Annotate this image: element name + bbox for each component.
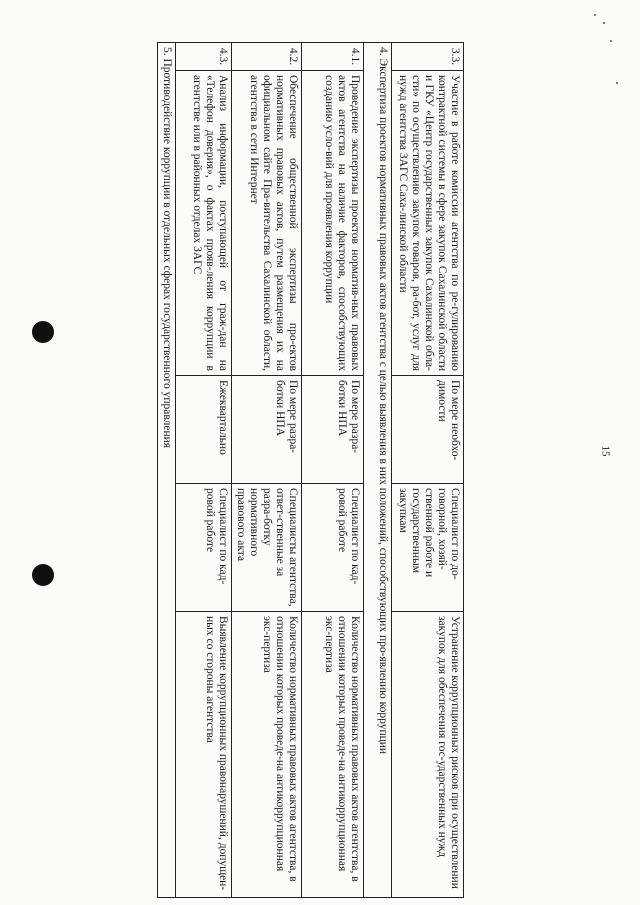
scan-speck: [594, 14, 596, 16]
action-cell: Проведение экспертизы проектов норматив-ных правовых актов агентства на наличие факторов, способствующих созданию усло-вий для проявления коррупции: [302, 71, 364, 376]
term-cell: По мере необхо-димости: [392, 376, 464, 484]
table-row: [392, 43, 464, 898]
hole-punch-mark: [32, 564, 54, 586]
section-4-title: 4. Экспертиза проектов нормативных правовых актов агентства с целью выявления в них положений, способствующих про-явлению коррупции: [364, 43, 392, 898]
rotated-table-container: [161, 42, 464, 897]
responsible-cell: Специалист по кад-ровой работе: [302, 484, 364, 612]
section-header-row: [364, 43, 392, 898]
term-cell: Ежеквартально: [176, 376, 232, 484]
page-number: 15: [599, 445, 612, 457]
result-cell: Количество нормативных правовых актов агентства, в отношении которых проведе-на антикоррупционная экс-пертиза: [302, 612, 364, 898]
result-cell: Устранение коррупционных рисков при осуществлении закупок для обеспечения гос-ударственных нужд: [392, 612, 464, 898]
result-cell: Выявление коррупционных правонарушений, допущен-ных со стороны агентства: [176, 612, 232, 898]
scan-speck: [603, 22, 605, 24]
responsible-cell: Специалист по кад-ровой работе: [176, 484, 232, 612]
action-cell: Обеспечение общественной экспертизы про-ектов нормативных правовых актов, путем размещения их на официальном сайте Пра-вительства Сахалинской области, агентства в сети Интернет: [232, 71, 302, 376]
action-cell: Участие в работе комиссии агентства по ре-гулированию контрактной системы в сфере закупок Сахалинской области и ГКУ «Центр государственных закупок Сахалинской обла-сти» по осуществлению закупок товаров, ра-бот, услуг для нужд агентства ЗАГС Саха-линской области: [392, 71, 464, 376]
anticorruption-plan-table: [157, 42, 464, 898]
result-cell: Количество нормативных правовых актов агентства, в отношении которых проведе-на антикоррупционная экс-пертиза: [232, 612, 302, 898]
term-cell: По мере разра-ботки НПА: [302, 376, 364, 484]
responsible-cell: Специалист по до-говорной, хозяй-ственной работе и государственным закупкам: [392, 484, 464, 612]
action-cell: Анализ информации, поступающей от граж-дан на «Телефон доверия», о фактах прояв-ления коррупции в агентстве или в районных отделах ЗАГС: [176, 71, 232, 376]
table-row: [302, 43, 364, 898]
section-header-row: [158, 43, 176, 898]
responsible-cell: Специалисты агентства, ответ-ственные за разра-ботку нормативного правового акта: [232, 484, 302, 612]
row-number: 4.3.: [176, 43, 232, 71]
table-row: [232, 43, 302, 898]
row-number: 3.3.: [392, 43, 464, 71]
term-cell: По мере разра-ботки НПА: [232, 376, 302, 484]
row-number: 4.1.: [302, 43, 364, 71]
hole-punch-mark: [32, 321, 54, 343]
table-row: [176, 43, 232, 898]
section-5-title: 5. Противодействие коррупции в отдельных сферах государственного управления: [158, 43, 176, 898]
row-number: 4.2.: [232, 43, 302, 71]
